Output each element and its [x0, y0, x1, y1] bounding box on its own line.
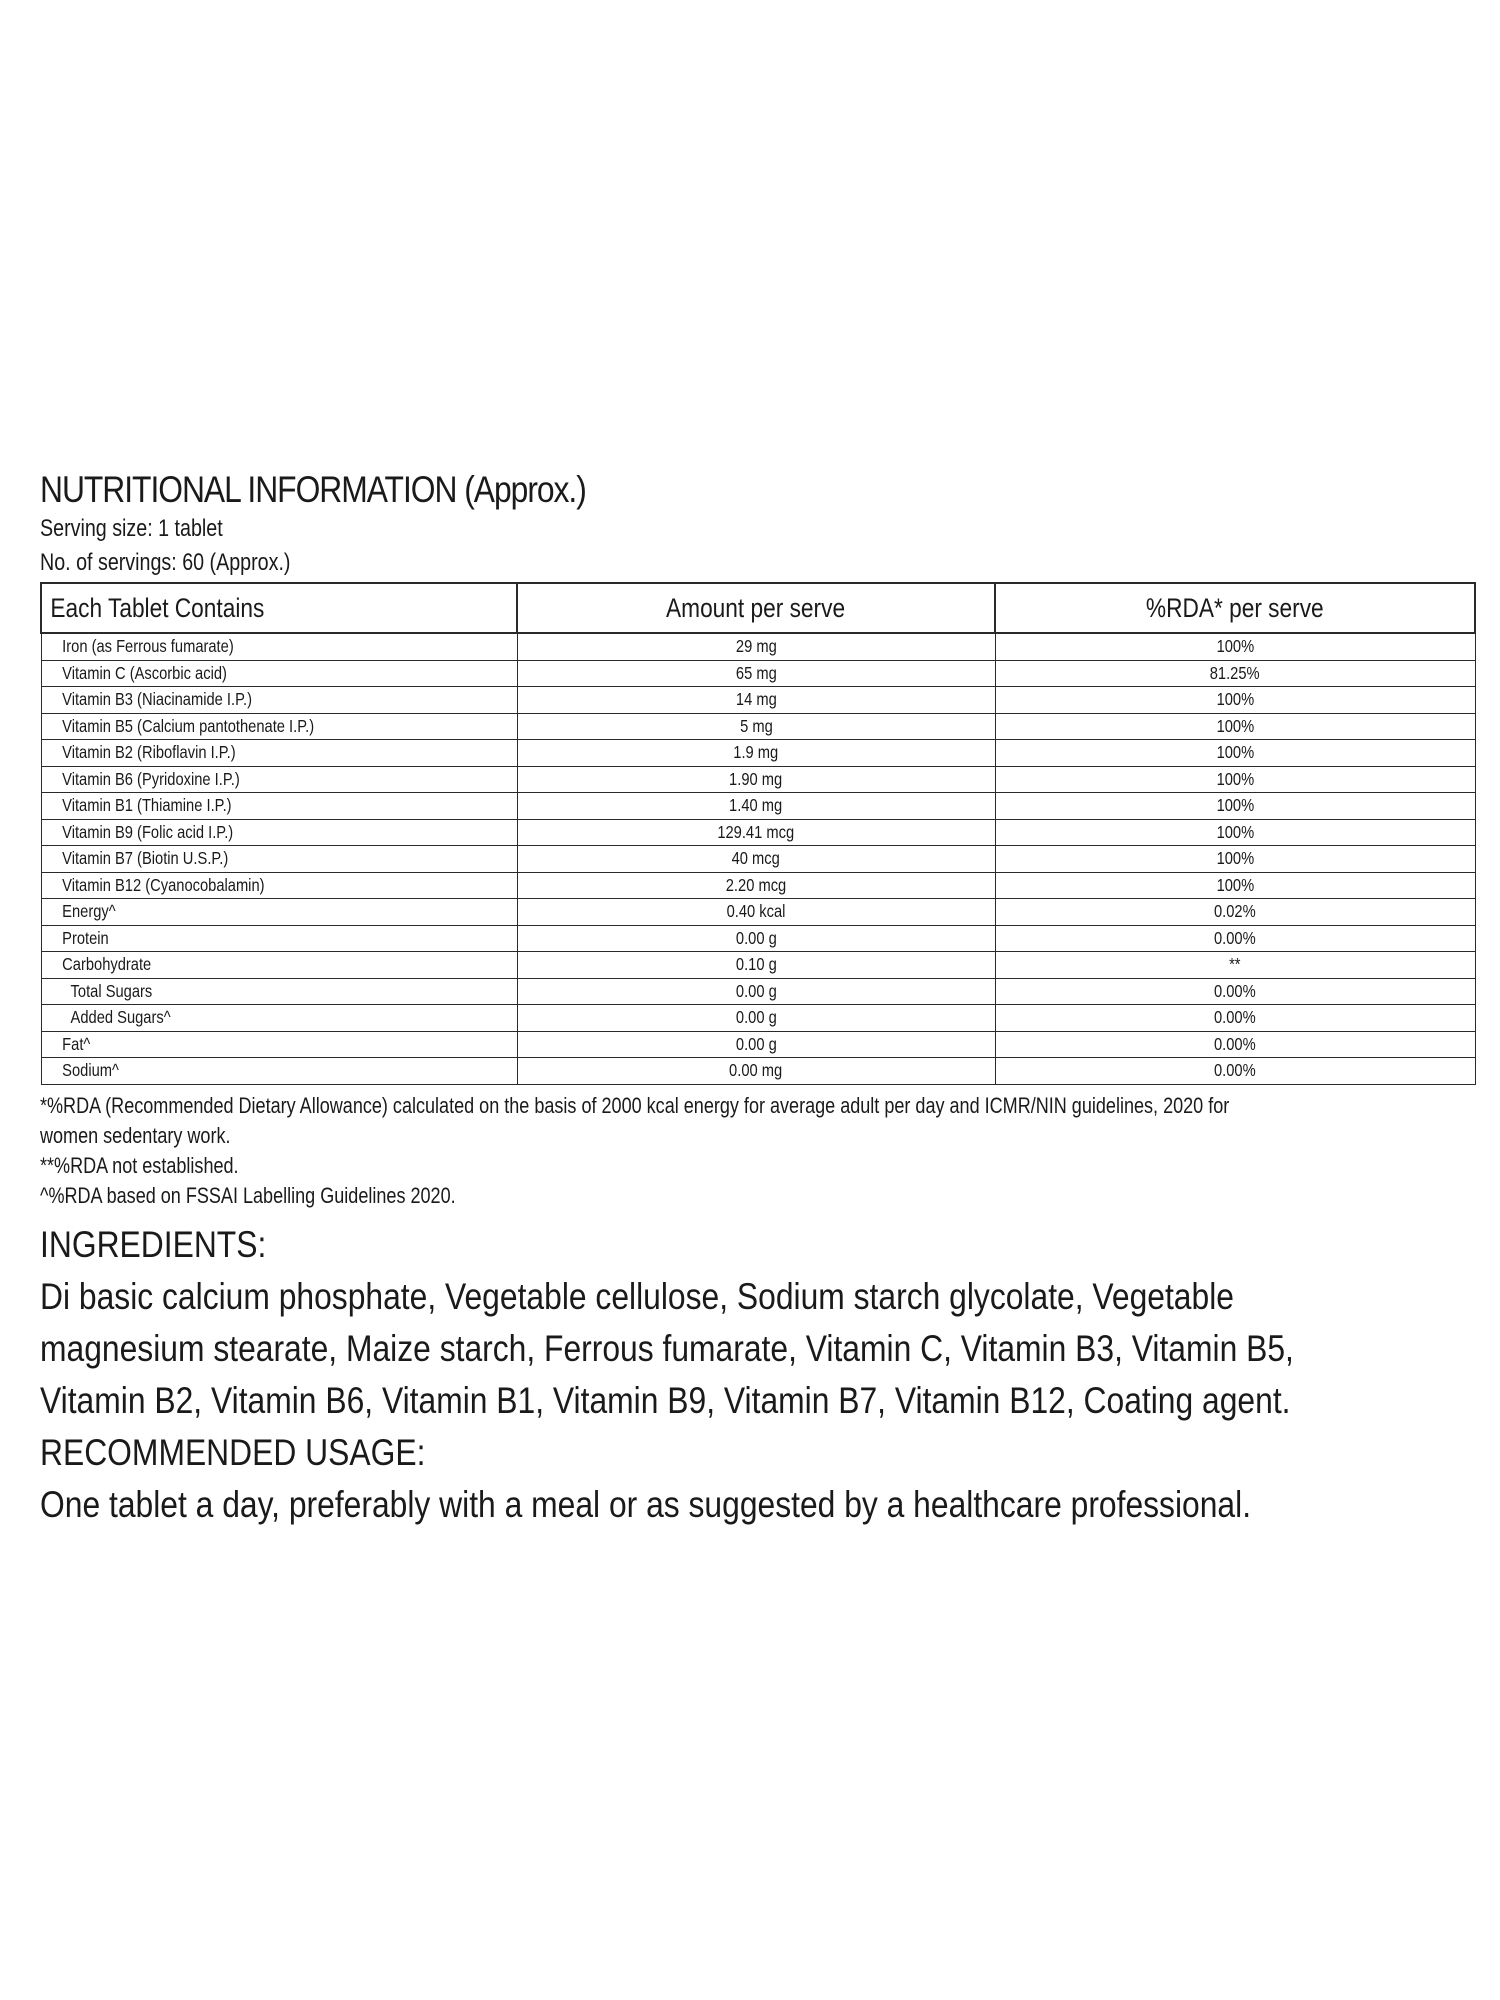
table-header-row: [41, 583, 1475, 633]
column-header-rda: %RDA* per serve: [995, 583, 1475, 633]
footnotes: [40, 1091, 1480, 1211]
nutrient-amount: 0.00 g: [517, 1031, 995, 1058]
nutrient-rda: 100%: [995, 633, 1475, 660]
nutrient-amount: 40 mcg: [517, 846, 995, 873]
table-row: [41, 1031, 1475, 1058]
nutrient-name: Vitamin B12 (Cyanocobalamin): [41, 872, 517, 899]
nutrient-rda: 100%: [995, 740, 1475, 767]
nutrient-name: Vitamin C (Ascorbic acid): [41, 660, 517, 687]
nutrient-rda: 100%: [995, 793, 1475, 820]
column-header-amount: Amount per serve: [517, 583, 995, 633]
nutrient-rda: 100%: [995, 819, 1475, 846]
nutrient-amount: 0.00 g: [517, 925, 995, 952]
table-row: [41, 978, 1475, 1005]
nutrient-name: Vitamin B2 (Riboflavin I.P.): [41, 740, 517, 767]
nutrient-rda: **: [995, 952, 1475, 979]
nutrient-rda: 81.25%: [995, 660, 1475, 687]
table-row: [41, 899, 1475, 926]
nutrient-name: Sodium^: [41, 1058, 517, 1085]
ingredients-line: Vitamin B2, Vitamin B6, Vitamin B1, Vitamin B9, Vitamin B7, Vitamin B12, Coating agent.: [40, 1379, 1291, 1421]
nutrient-rda: 100%: [995, 687, 1475, 714]
nutrient-name: Fat^: [41, 1031, 517, 1058]
nutrient-name: Vitamin B7 (Biotin U.S.P.): [41, 846, 517, 873]
table-row: [41, 952, 1475, 979]
nutrient-rda: 0.00%: [995, 978, 1475, 1005]
nutrient-name: Carbohydrate: [41, 952, 517, 979]
nutrient-name: Total Sugars: [41, 978, 517, 1005]
table-row: [41, 660, 1475, 687]
nutrient-name: Vitamin B5 (Calcium pantothenate I.P.): [41, 713, 517, 740]
column-header-nutrient: Each Tablet Contains: [41, 583, 517, 633]
table-row: [41, 766, 1475, 793]
table-row: [41, 1005, 1475, 1032]
servings-count: No. of servings: 60 (Approx.): [40, 549, 291, 576]
footnote-rda: *%RDA (Recommended Dietary Allowance) calculated on the basis of 2000 kcal energy for average adult per day and ICMR/NIN guidelines, 2020 for: [40, 1092, 1230, 1118]
footnote-rda-cont: women sedentary work.: [40, 1122, 231, 1148]
nutrient-name: Energy^: [41, 899, 517, 926]
nutrient-name: Vitamin B1 (Thiamine I.P.): [41, 793, 517, 820]
nutrition-label: [40, 468, 1480, 1531]
table-row: [41, 872, 1475, 899]
serving-size: Serving size: 1 tablet: [40, 515, 223, 542]
nutrient-rda: 0.00%: [995, 1058, 1475, 1085]
usage-heading: RECOMMENDED USAGE:: [40, 1431, 426, 1473]
nutrient-name: Added Sugars^: [41, 1005, 517, 1032]
nutrient-name: Vitamin B6 (Pyridoxine I.P.): [41, 766, 517, 793]
nutrient-amount: 0.00 mg: [517, 1058, 995, 1085]
nutrient-amount: 29 mg: [517, 633, 995, 660]
nutrition-table: [40, 582, 1476, 1085]
nutrient-amount: 5 mg: [517, 713, 995, 740]
footnote-fssai: ^%RDA based on FSSAI Labelling Guidelines 2020.: [40, 1182, 456, 1208]
nutrient-amount: 1.9 mg: [517, 740, 995, 767]
ingredients-line: Di basic calcium phosphate, Vegetable cellulose, Sodium starch glycolate, Vegetable: [40, 1275, 1234, 1317]
table-row: [41, 846, 1475, 873]
nutrient-rda: 100%: [995, 846, 1475, 873]
nutrient-amount: 0.10 g: [517, 952, 995, 979]
nutrient-amount: 0.00 g: [517, 1005, 995, 1032]
nutrient-amount: 1.90 mg: [517, 766, 995, 793]
nutrient-rda: 0.00%: [995, 1005, 1475, 1032]
nutrient-rda: 0.00%: [995, 1031, 1475, 1058]
nutrient-name: Iron (as Ferrous fumarate): [41, 633, 517, 660]
nutrient-rda: 0.00%: [995, 925, 1475, 952]
nutrient-amount: 1.40 mg: [517, 793, 995, 820]
nutrient-rda: 0.02%: [995, 899, 1475, 926]
ingredients-line: magnesium stearate, Maize starch, Ferrous fumarate, Vitamin C, Vitamin B3, Vitamin B5,: [40, 1327, 1294, 1369]
nutrient-rda: 100%: [995, 872, 1475, 899]
page-title: NUTRITIONAL INFORMATION (Approx.): [40, 469, 586, 510]
usage-text: One tablet a day, preferably with a meal or as suggested by a healthcare professional.: [40, 1483, 1252, 1525]
nutrient-amount: 0.40 kcal: [517, 899, 995, 926]
nutrient-amount: 65 mg: [517, 660, 995, 687]
table-row: [41, 687, 1475, 714]
table-row: [41, 793, 1475, 820]
nutrient-amount: 14 mg: [517, 687, 995, 714]
nutrient-rda: 100%: [995, 713, 1475, 740]
nutrient-amount: 2.20 mcg: [517, 872, 995, 899]
nutrient-rda: 100%: [995, 766, 1475, 793]
nutrient-amount: 129.41 mcg: [517, 819, 995, 846]
table-row: [41, 633, 1475, 660]
table-row: [41, 925, 1475, 952]
table-row: [41, 740, 1475, 767]
table-row: [41, 819, 1475, 846]
ingredients-heading: INGREDIENTS:: [40, 1223, 267, 1265]
nutrition-table-body: [41, 633, 1475, 1084]
nutrient-name: Vitamin B9 (Folic acid I.P.): [41, 819, 517, 846]
table-row: [41, 713, 1475, 740]
table-row: [41, 1058, 1475, 1085]
nutrient-name: Protein: [41, 925, 517, 952]
nutrient-name: Vitamin B3 (Niacinamide I.P.): [41, 687, 517, 714]
footnote-not-established: **%RDA not established.: [40, 1152, 239, 1178]
nutrient-amount: 0.00 g: [517, 978, 995, 1005]
